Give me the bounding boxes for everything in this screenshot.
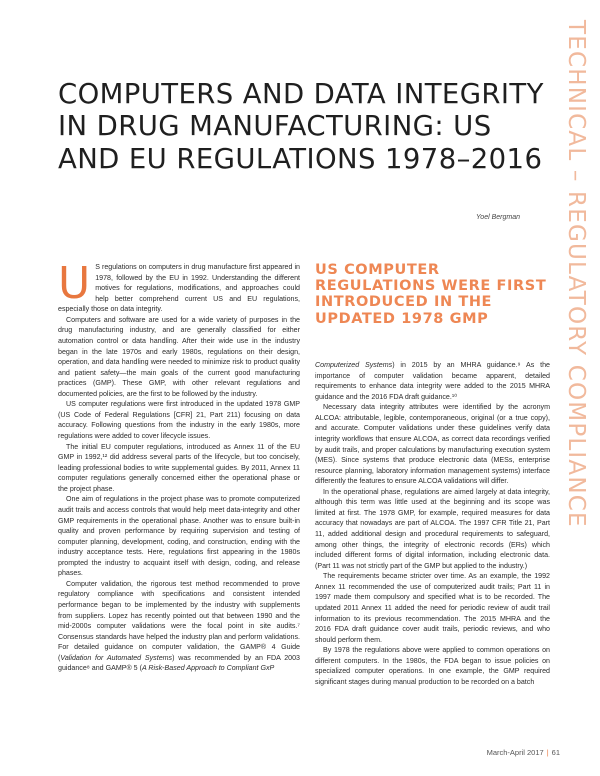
body-paragraph xyxy=(58,579,300,674)
section-banner xyxy=(556,20,596,580)
author-byline: Yoel Bergman xyxy=(476,214,520,221)
guide-title: Validation for Automated Systems xyxy=(60,653,173,662)
intro-paragraph xyxy=(58,258,300,315)
pull-quote: US COMPUTER REGULATIONS WERE FIRST INTRODUCED IN THE UPDATED 1978 GMP xyxy=(315,262,547,327)
article-title: COMPUTERS AND DATA INTEGRITY IN DRUG MANUFACTURING: US AND EU REGULATIONS 1978–2016 xyxy=(58,78,544,175)
paragraph-text: Computer validation, the rigorous test method recommended to prove regulatory compliance with specifications and consistent intended performance began to be implemented by the industry with supplements from suppliers. Lopez has recently pointed out that between 1990 and the mid-2000s computer validations were the focal point in site audits.⁷ Consensus standards have helped the industry plan and perform validations. For detailed guidance on computer validation, the GAMP® 4 Guide ( xyxy=(58,579,300,662)
page-footer xyxy=(487,748,560,757)
body-paragraph: One aim of regulations in the project phase was to promote computerized audit trails and access controls that would help meet data-integrity and other GMP requirements in the operational phase. Another was to ensure built-in quality and proven performance by requiring supervision and testing of computer planning, development, coding, and construction, ending with the industry acceptance tests. Here, regulations first appearing in the 1980s prompted the industry to acquaint itself with design, coding, and release phases. xyxy=(58,495,300,578)
section-banner-text: TECHNICAL – REGULATORY COMPLIANCE xyxy=(563,20,589,528)
guide-title: Computerized Systems xyxy=(315,361,393,369)
body-paragraph: US computer regulations were first introduced in the updated 1978 GMP (US Code of Federal Regulations [CFR] 21, Part 211) focusing on data accuracy. Following questions from the industry in the early 1980s, more regulations were added to cover lifecycle issues. xyxy=(58,400,300,440)
left-column xyxy=(58,258,301,674)
body-paragraph xyxy=(315,360,550,402)
paragraph-text: ) was recommended by an FDA 2003 guidance⁸ and GAMP® 5 ( xyxy=(58,653,301,673)
issue-date: March-April 2017 xyxy=(486,748,544,757)
body-paragraph: Computers and software are used for a wide variety of purposes in the drug manufacturing industry, and are generally classified for either automation control or data handling. After their wide use in the industry began in the late 1970s and early 1980s, regulations on their design, operation, and data handling were needed to minimize risk to product quality and patient safety—the main goals of the current good manufacturing practices (GMP). These GMP, with other relevant regulations and documented policies, are the first to be followed by the industry. xyxy=(58,315,300,398)
body-paragraph: The requirements became stricter over time. As an example, the 1992 Annex 11 recommended the use of computerized audit trails; Part 11 in 1997 made them compulsory and specified what is to be recorded. The updated 2011 Annex 11 added the need for periodic review of audit trail information to its previous recommendation. The 2015 MHRA and the 2016 FDA draft guidance cover audit trails, periodic reviews, and who should perform them. xyxy=(315,572,550,644)
intro-text: S regulations on computers in drug manufacture first appeared in 1978, followed by the EU in 1992. Understanding the different motives for regulations, modifications, and approaches could help better comprehend current US and EU regulations, especially those on data integrity. xyxy=(58,263,300,314)
drop-cap: U xyxy=(58,258,91,309)
body-paragraph: Necessary data integrity attributes were identified by the acronym ALCOA: attributable, legible, contemporaneous, original (or a true copy), and accurate. Computer validations under these guidelines verify data integrity workflows that ensure ALCOA, as correct data recordings verified by audit trails, and proper calculations by manufacturing execution system (MES). Since systems that produce electronic data (MESs, enterprise resource planning, laboratory information management systems) interface differently the features to ensure ALCOA validations will differ. xyxy=(315,403,550,486)
guide-title: A Risk-Based Approach to Compliant GxP xyxy=(141,664,275,673)
body-paragraph: The initial EU computer regulations, introduced as Annex 11 of the EU GMP in 1992,¹² did address several parts of the lifecycle, but too concisely, leading professional bodies to write supplemental guides. By 2011, Annex 11 computer regulations generally concerned either the operational phase or the project phase. xyxy=(58,442,300,493)
footer-separator: | xyxy=(546,748,549,757)
body-paragraph: By 1978 the regulations above were applied to common operations on different computers. In the 1980s, the FDA began to issue policies on specialized computer operations. In one example, the GMP required significant stages during manual production to be recorded on a batch xyxy=(315,646,550,686)
right-column xyxy=(315,360,550,687)
body-paragraph: In the operational phase, regulations are aimed largely at data integrity, although this term was little used at the beginning and its scope was limited at first. The 1978 GMP, for example, required measures for data accuracy that nowadays are part of ALCOA. The 1997 CFR Title 21, Part 11, added additional design and procedural requirements to safeguard, among other things, the integrity of electronic records (ERs) which included different forms of digital information, including electronic data. (Part 11 was not strictly part of the GMP but applied to the industry.) xyxy=(315,487,550,570)
page-number: 61 xyxy=(551,748,560,757)
paragraph-text: ) in 2015 by an MHRA guidance.⁹ As the importance of computer validation became apparent, detailed requirements to enhance data integrity were added to the 2015 MHRA guidance and the 2016 FDA draft guidance.¹⁰ xyxy=(315,361,551,401)
